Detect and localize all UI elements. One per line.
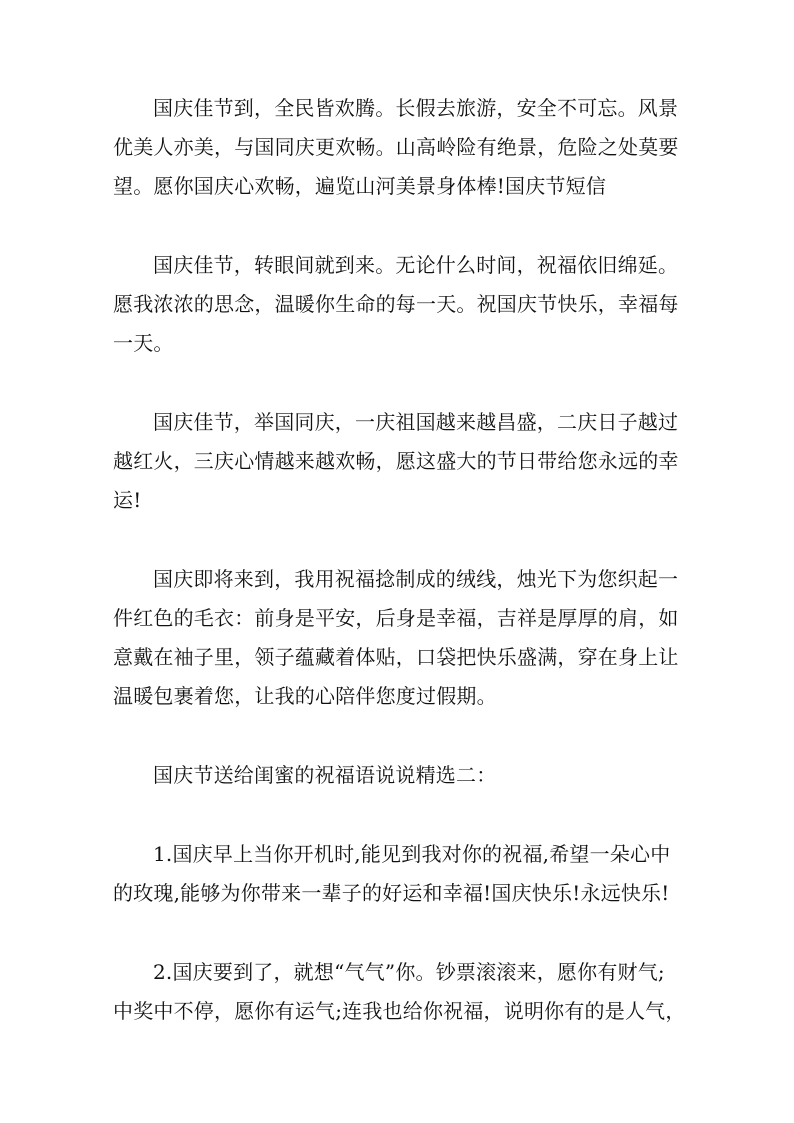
paragraph-1-line-3: 望。愿你国庆心欢畅，遍览山河美景身体棒!国庆节短信 (113, 174, 607, 198)
paragraph-3-line-3: 运! (113, 488, 142, 512)
paragraph-4-line-3: 意戴在袖子里，领子蕴藏着体贴，口袋把快乐盛满，穿在身上让 (113, 645, 679, 669)
paragraph-1-line-1: 国庆佳节到，全民皆欢腾。长假去旅游，安全不可忘。风景 (153, 96, 679, 120)
item-1-line-1: 1.国庆早上当你开机时,能见到我对你的祝福,希望一朵心中 (153, 842, 671, 866)
item-2-line-1: 2.国庆要到了，就想“气气”你。钞票滚滚来，愿你有财气; (153, 960, 665, 984)
paragraph-4-line-4: 温暖包裹着您，让我的心陪伴您度过假期。 (113, 684, 497, 708)
paragraph-2-line-2: 愿我浓浓的思念，温暖你生命的每一天。祝国庆节快乐，幸福每 (113, 292, 679, 316)
paragraph-4-line-2: 件红色的毛衣：前身是平安，后身是幸福，吉祥是厚厚的肩，如 (113, 606, 679, 630)
paragraph-3-line-2: 越红火，三庆心情越来越欢畅，愿这盛大的节日带给您永远的幸 (113, 449, 679, 473)
paragraph-2-line-1: 国庆佳节，转眼间就到来。无论什么时间，祝福依旧绵延。 (153, 253, 679, 277)
paragraph-4-line-1: 国庆即将来到，我用祝福捻制成的绒线，烛光下为您织起一 (153, 567, 679, 591)
paragraph-3-line-1: 国庆佳节，举国同庆，一庆祖国越来越昌盛，二庆日子越过 (153, 410, 679, 434)
paragraph-1-line-2: 优美人亦美，与国同庆更欢畅。山高岭险有绝景，危险之处莫要 (113, 135, 679, 159)
paragraph-2-line-3: 一天。 (113, 331, 174, 355)
item-2-line-2: 中奖中不停，愿你有运气;连我也给你祝福，说明你有的是人气， (113, 999, 686, 1023)
item-1-line-2: 的玫瑰,能够为你带来一辈子的好运和幸福!国庆快乐!永远快乐! (113, 881, 670, 905)
section-heading: 国庆节送给闺蜜的祝福语说说精选二： (153, 763, 497, 787)
